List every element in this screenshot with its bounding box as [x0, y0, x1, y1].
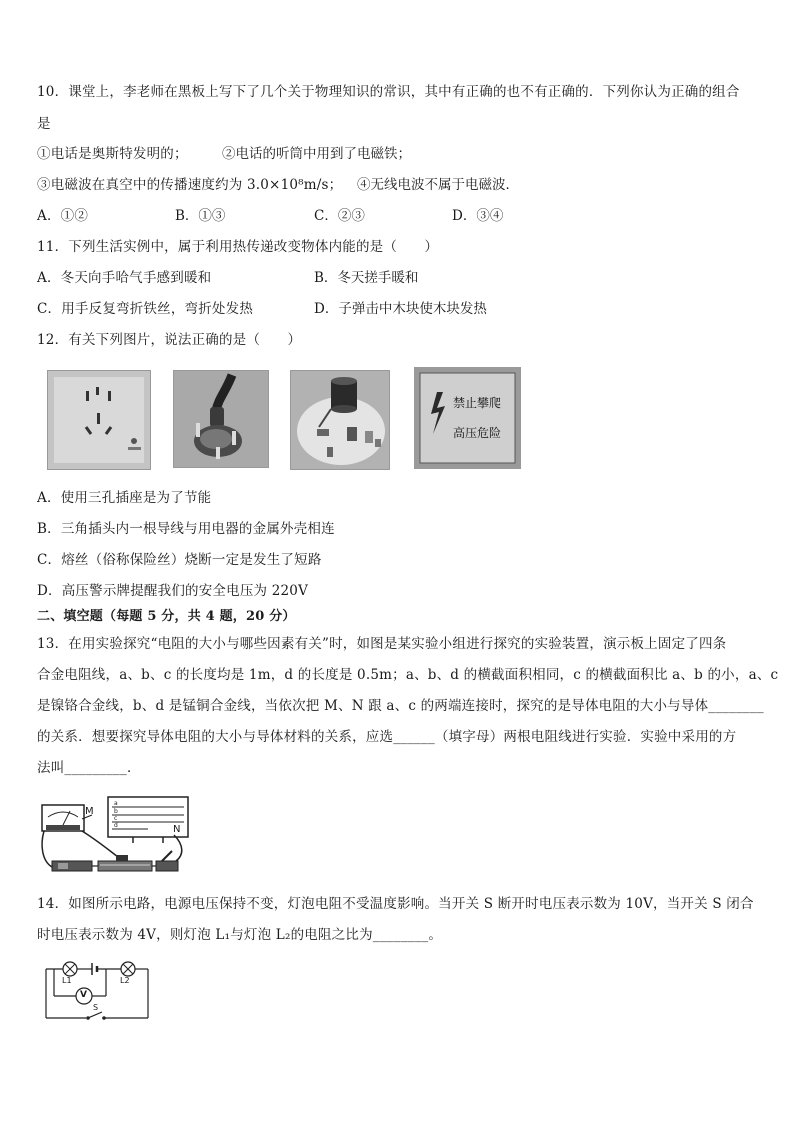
- q10-item-1: ①电话是奥斯特发明的；: [37, 146, 188, 162]
- circuit-diagram: [40, 960, 155, 1024]
- q11-option-c: C．用手反复弯折铁丝，弯折处发热: [37, 301, 254, 317]
- label-n: N: [173, 824, 181, 835]
- q13-line-3: 是镍铬合金线，b、d 是锰铜合金线，当依次把 M、N 跟 a、c 的两端连接时，探究的是导体电阻的大小与导体________: [37, 698, 764, 714]
- q10-option-c: C．②③: [314, 208, 365, 224]
- voltmeter-label: V: [80, 990, 87, 1000]
- q10-item-4: ④无线电波不属于电磁波．: [357, 177, 519, 193]
- label-l1: L1: [62, 976, 72, 985]
- wire-label-d: d: [114, 822, 118, 829]
- plug-photo: [173, 370, 269, 468]
- q10-item-3: ③电磁波在真空中的传播速度约为 3.0×10⁸m/s；: [37, 177, 343, 193]
- q13-line-5: 法叫_________．: [37, 760, 141, 776]
- q10-option-b: B．①③: [175, 208, 226, 224]
- label-m: M: [85, 806, 94, 817]
- warning-sign-photo: [414, 367, 521, 469]
- q14-line-1: 14．如图所示电路，电源电压保持不变，灯泡电阻不受温度影响。当开关 S 断开时电压表示数为 10V，当开关 S 闭合: [37, 896, 754, 912]
- q12-option-b: B．三角插头内一根导线与用电器的金属外壳相连: [37, 521, 335, 537]
- q10-option-a: A．①②: [37, 208, 89, 224]
- q12-option-c: C．熔丝（俗称保险丝）烧断一定是发生了短路: [37, 552, 322, 568]
- socket-photo: [47, 370, 151, 470]
- wire-label-b: b: [114, 808, 118, 815]
- fuse-photo: [290, 370, 390, 470]
- q13-line-1: 13．在用实验探究“电阻的大小与哪些因素有关”时，如图是某实验小组进行探究的实验装置，演示板上固定了四条: [37, 636, 727, 652]
- sign-text-line-2: 高压危险: [453, 426, 502, 440]
- label-l2: L2: [120, 976, 130, 985]
- resistance-apparatus-figure: [38, 795, 193, 875]
- q10-stem-cont: 是: [37, 116, 51, 132]
- q13-line-2: 合金电阻线，a、b、c 的长度均是 1m，d 的长度是 0.5m；a、b、d 的横截面积相同，c 的横截面积比 a、b 的小，a、c: [37, 667, 779, 683]
- section-2-title: 二、填空题（每题 5 分，共 4 题，20 分）: [37, 609, 296, 624]
- wire-label-a: a: [114, 800, 118, 807]
- sign-text-line-1: 禁止攀爬: [453, 396, 502, 410]
- q13-line-4: 的关系．想要探究导体电阻的大小与导体材料的关系，应选______（填字母）两根电阻线进行实验．实验中采用的方: [37, 729, 737, 745]
- q10-item-2: ②电话的听筒中用到了电磁铁；: [222, 146, 411, 162]
- q10-stem: 10．课堂上，李老师在黑板上写下了几个关于物理知识的常识，其中有正确的也不有正确的．下列你认为正确的组合: [37, 84, 740, 100]
- q11-option-b: B．冬天搓手暖和: [314, 270, 419, 286]
- q12-stem: 12．有关下列图片，说法正确的是（ ）: [37, 332, 302, 348]
- q11-option-a: A．冬天向手哈气手感到暖和: [37, 270, 212, 286]
- q11-option-d: D．子弹击中木块使木块发热: [314, 301, 487, 317]
- wire-label-c: c: [114, 815, 118, 822]
- switch-label: S: [93, 1003, 99, 1012]
- q12-option-a: A．使用三孔插座是为了节能: [37, 490, 212, 506]
- q10-option-d: D．③④: [452, 208, 504, 224]
- q14-line-2: 时电压表示数为 4V，则灯泡 L₁与灯泡 L₂的电阻之比为________。: [37, 927, 443, 943]
- q12-option-d: D．高压警示牌提醒我们的安全电压为 220V: [37, 583, 309, 599]
- q11-stem: 11．下列生活实例中，属于利用热传递改变物体内能的是（ ）: [37, 239, 439, 255]
